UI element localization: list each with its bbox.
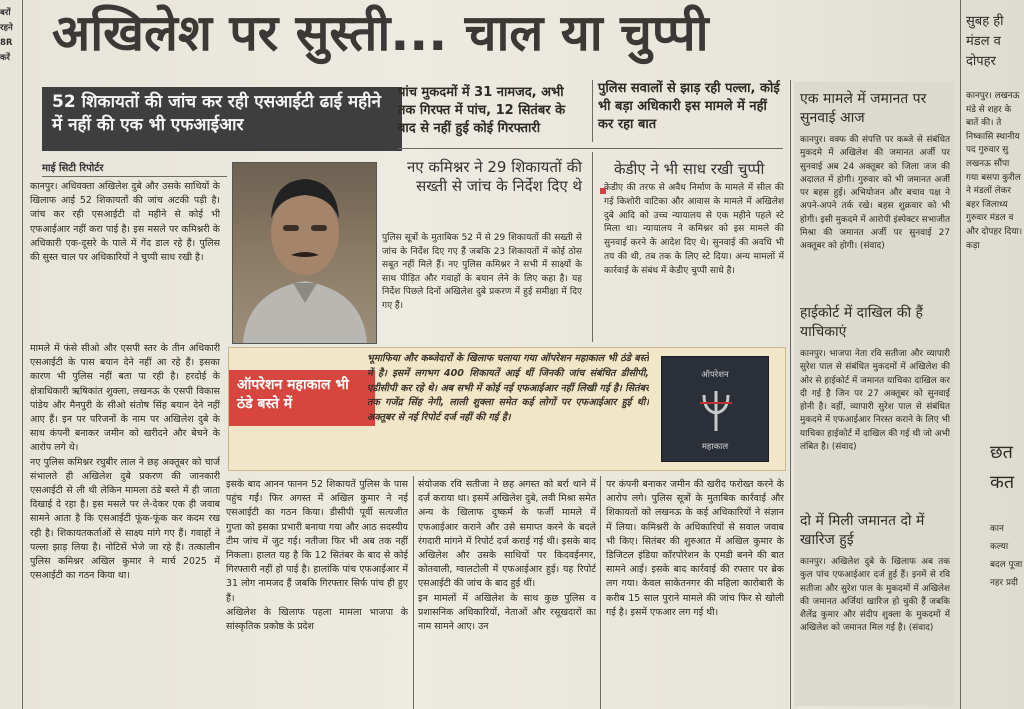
logo-top-text: ऑपरेशन — [701, 370, 729, 380]
left-article-banner: 52 शिकायतों की जांच कर रही एसआईटी ढाई महीने में नहीं की एक भी एफआईआर — [42, 87, 402, 151]
logo-bottom-text: महाकाल — [701, 442, 729, 452]
column-rule — [790, 80, 791, 709]
byline-rule — [42, 176, 227, 177]
trishul-icon — [696, 389, 736, 433]
kicker-arrests: पांच मुकदमों में 31 नामजद, अभी तक गिरफ्त में पांच, 12 सितंबर के बाद से नहीं हुई कोई गिरफ्तारी — [398, 85, 566, 136]
strip-line: रहने — [0, 23, 13, 33]
right-head-bail-hearing: एक मामले में जमानत पर सुनवाई आज — [800, 91, 927, 126]
column-rule — [600, 476, 601, 709]
right-column — [794, 82, 954, 706]
person-portrait — [233, 163, 376, 343]
right-body-bail-hearing: कानपुर। वक्फ की संपत्ति पर कब्जे से संबंधित मुकदमे में अखिलेश की जमानत अर्जी पर सुनवाई अब 24 अक्तूबर को जिला जज की अदालत में होगी। गुरुवार को भी जमानत अर्जी पर बहस हुई। अभियोजन और बचाव पक्ष ने अपने-अपने तर्क रखे। बहस शुक्रवार को भी होगी। इसी मुकदमे में आरोपी इंस्पेक्टर सभाजीत मिश्रा की जमानत अर्जी पर सुनवाई 27 अक्तूबर को होगी। (संवाद) — [800, 135, 950, 252]
strip-line: 8R — [0, 38, 13, 48]
far-right-headline: सुबह ही मंडल व दोपहर — [966, 14, 1004, 69]
mid-article-body: पुलिस सूत्रों के मुताबिक 52 में से 29 शिकायतों की सख्ती से जांच के निर्देश दिए गए हैं जबकि 23 शिकायतों में कोई ठोस सबूत नहीं मिले हैं। नए पुलिस कमिश्नर ने सभी में साक्ष्यों के साथ पीड़ित और गवाहों के बयान लेने के लिए कहा है। यह निर्देश पिछले दिनों अखिलेश दुबे प्रकरण में हुई समीक्षा में दिए गए हैं। — [382, 233, 582, 311]
column-rule — [592, 80, 593, 142]
operation-label: ऑपरेशन महाकाल भी ठंडे बस्ते में — [229, 370, 375, 426]
left-article-body-bottom: मामले में फंसे सीओ और एसपी स्तर के तीन अधिकारी एसआईटी के पास बयान देने नहीं आ रहे हैं। इसका कारण भी पुलिस नहीं बता पा रही है। हरदोई के क्षेत्राधिकारी ऋषिकांत शुक्ला, लखनऊ के एसपी विकास पांडेय और मैनपुरी के सीओ संतोष सिंह बयान देने नहीं आए हैं। इन पर परिजनों के नाम पर अखिलेश दुबे के साथ कंपनी बनाकर जमीन को खरीदने और बेचने के आरोप लगे थे। नए पुलिस कमिश्नर रघुबीर लाल ने छह अक्तूबर को चार्ज संभालते ही अखिलेश दुबे प्रकरण की जानकारी एसआईटी से ली थी लेकिन मामला ठंडे बस्ते में ही जाता दिखाई दे रहा है। इस मसले पर ले-देकर एक ही जवाब सामने आता है कि एसआईटी फूंक-फूंक कर कदम रख रही है। शिकायतकर्ताओं से साक्ष्य मांगे गए हैं। गवाहों ने पल्ला झाड़ लिया है। नोटिसें भेजे जा रहे हैं। तत्कालीन पुलिस कमिश्नर अखिल कुमार ने मार्च 2025 में एसआईटी का गठन किया था। — [30, 343, 220, 582]
bottom-column-1: इसके बाद आनन फानन 52 शिकायतें पुलिस के पास पहुंच गईं। फिर अगस्त में अखिल कुमार ने नई एसआईटी का गठन किया। डीसीपी पूर्वी सत्यजीत गुप्ता को इसका प्रभारी बनाया गया और आठ सदस्यीय टीम जांच में जुट गई। नतीजा फिर भी अब तक नहीं निकला। हालत यह है कि 12 सितंबर के बाद से कोई गिरफ्तारी नहीं हो पाई है। हालांकि पांच एफआईआर में 31 लोग नामजद हैं जबकि गिरफ्तार सिर्फ पांच ही हुए हैं। अखिलेश के खिलाफ पहला मामला भाजपा के सांस्कृतिक प्रकोष्ठ के प्रदेश — [226, 479, 408, 633]
far-right-body-2: कान कल्या बदल पूजा नहर प्रदी — [990, 524, 1023, 588]
right-head-bail-split: दो में मिली जमानत दो में खारिज हुई — [800, 513, 925, 548]
bottom-column-3: पर कंपनी बनाकर जमीन की खरीद फरोख्त करने के आरोप लगे। पुलिस सूत्रों के मुताबिक कार्रवाई और शिकायतों को लखनऊ के कई अधिकारियों ने संज्ञान में लिया। कमिश्नरी के अधिकारियों से सवाल जवाब भी किए। सितंबर की शुरुआत में अखिल कुमार के डिजिटल इंडिया कॉरपोरेशन के एमडी बनने की बात सामने आई। इसके बाद कार्रवाई की रफ्तार पर ब्रेक लग गया। केवल साकेतनगर की महिला कारोबारी के करीब 15 साल पुराने मामले की जांच फिर से खोली गई है। इसमें एफआर लग गई थी। — [606, 479, 784, 618]
strip-line: करें — [0, 53, 11, 63]
bottom-column-2: संयोजक रवि सतीजा ने छह अगस्त को बर्रा थाने में दर्ज कराया था। इसमें अखिलेश दुबे, लवी मिश्रा समेत अन्य के खिलाफ दुष्कर्म के फर्जी मामले में एफआईआर कराने और उसे समाप्त करने के बदले रंगदारी मांगने में रिपोर्ट दर्ज कराई गई थी। इसके बाद अखिलेश और उसके साथियों पर किदवईनगर, कोतवाली, ग्वालटोली में एफआईआर हुई। यह रिपोर्ट एसआईटी की जांच के बाद हुई थीं। इन मामलों में अखिलेश के साथ कुछ पुलिस व प्रशासनिक अधिकारियों, नेताओं और रसूखदारों का नाम सामने आए। उन — [418, 479, 596, 633]
operation-text: भूमाफिया और कब्जेदारों के खिलाफ चलाया गया ऑपरेशन महाकाल भी ठंडे बस्ते में है। इसमें लगभग 400 शिकायतें आई थीं जिनकी जांच संबंधित डीसीपी, एडीसीपी कर रहे थे। अब सभी में कोई नई एफआईआर नहीं लिखी गई है। सितंबर तक गजेंद्र सिंह नेगी, लाली शुक्ला समेत कई लोगों पर एफआईआर हुई थी। अक्तूबर से नई रिपोर्ट दर्ज नहीं की गई है। — [367, 353, 649, 424]
operation-mahakal-box — [228, 347, 786, 471]
kda-article-body: केडीए की तरफ से अवैध निर्माण के मामले में सील की गई किशोरी वाटिका और आवास के मामले में अखिलेश दुबे आदि को उच्च न्यायालय से एक महीने पहले स्टे मिला था। न्यायालय ने कमिश्नर को इस मामले की सुनवाई करने के आदेश दिए थे। सुनवाई की अवधि भी तय की थी, तब तक के लिए स्टे दिया। अन्य मामलों में कार्रवाई के संबंध में केडीए चुप्पी साधे है। — [604, 183, 784, 276]
left-edge-strip — [0, 6, 17, 66]
person-photo — [232, 162, 377, 344]
column-rule — [413, 476, 414, 709]
kicker-police-silence: पुलिस सवालों से झाड़ रही पल्ला, कोई भी बड़ा अधिकारी इस मामले में नहीं कर रहा बात — [598, 81, 780, 132]
column-rule — [22, 0, 23, 709]
far-right-headline-2: छत कत — [990, 442, 1015, 493]
right-body-bail-split: कानपुर। अखिलेश दुबे के खिलाफ अब तक कुल पांच एफआईआर दर्ज हुई हैं। इनमें से रवि सतीजा और सुरेश पाल के मुकदमों में अखिलेश की जमानत अर्जियां खारिज हो चुकी हैं जबकि शैलेंद्र कुमार और संदीप शुक्ला के मुकदमों में अखिलेश को जमानत मिल गई है। (संवाद) — [800, 557, 950, 634]
page-headline: अखिलेश पर सुस्ती... चाल या चुप्पी — [52, 4, 709, 62]
left-article-body-top: कानपुर। अधिवक्ता अखिलेश दुबे और उसके साथियों के खिलाफ आई 52 शिकायतों की जांच अटकी पड़ी है। जांच कर रही एसआईटी दो महीने से कोई भी एफआईआर नहीं करा पाई है। इस मसले पर कमिश्नरी के अधिकारी एक-दूसरे के पाले में गेंद डाल रहे हैं। पुलिस की सुस्त चाल पर अधिकारियों ने चुप्पी साध रखी है। — [30, 181, 220, 264]
kda-article-subhead: केडीए ने भी साध रखी चुप्पी — [614, 160, 765, 178]
kicker-rule — [398, 148, 783, 149]
mid-article-subhead: नए कमिश्नर ने 29 शिकायतों की सख्ती से जांच के निर्देश दिए थे — [406, 158, 582, 195]
operation-logo — [661, 356, 769, 462]
column-rule — [592, 152, 593, 342]
far-right-body: कानपुर। लखनऊ मंडे से शहर के बातें की। ते निष्कासि स्थानीय पद गुरुवार सु लखनऊ सौंपा गया बसपा कुरील ने मंडलों लेकर बहर जिलाध्य गुरुवार मंडल व और दोपहर दिया। कड़ा — [966, 91, 1023, 251]
right-body-highcourt: कानपुर। भाजपा नेता रवि सतीजा और व्यापारी सुरेश पाल से संबंधित मुकदमों में अखिलेश की ओर से हाईकोर्ट में जमानत याचिका दाखिल कर दी गई है जिन पर 27 अक्तूबर को सुनवाई होनी है। वहीं, व्यापारी सुरेश पाल से संबंधित मुकदमे में एफआईआर निरस्त कराने के लिए भी याचिका हाईकोर्ट में दाखिल की गई थी जो अभी लंबित है। (संवाद) — [800, 349, 950, 453]
strip-line: बरों — [0, 8, 11, 18]
byline: माई सिटी रिपोर्टर — [42, 163, 104, 174]
right-head-highcourt: हाईकोर्ट में दाखिल की हैं याचिकाएं — [800, 305, 923, 340]
column-rule — [960, 0, 961, 709]
